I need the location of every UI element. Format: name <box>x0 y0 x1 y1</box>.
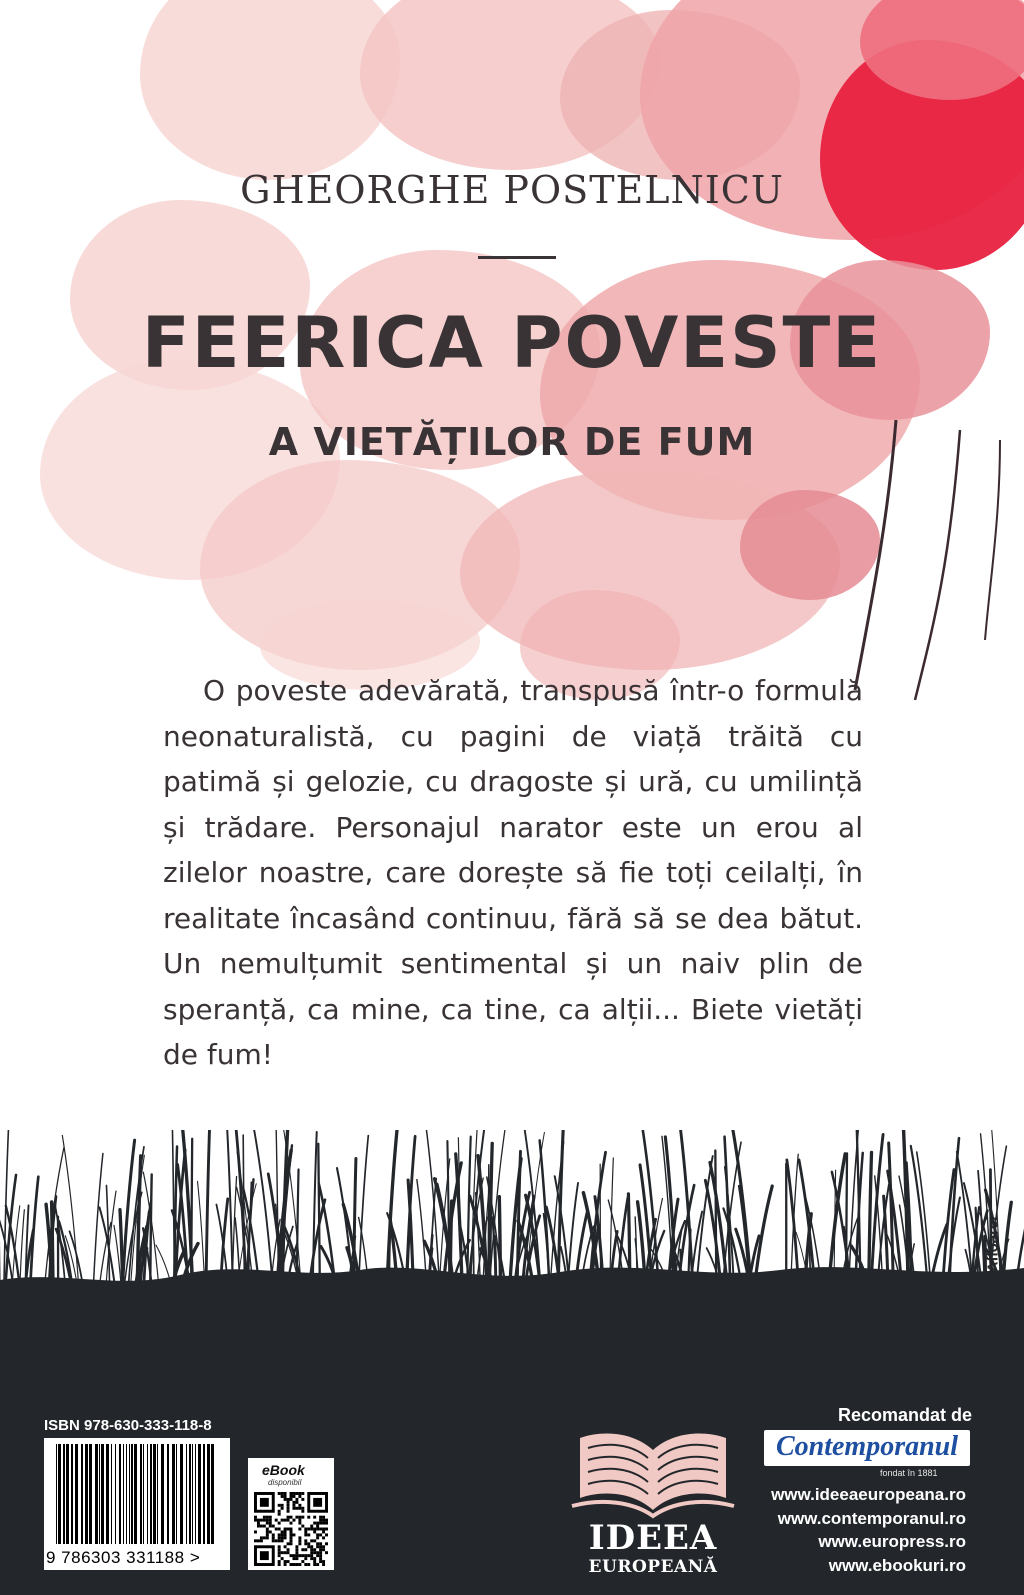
barcode-digits: 9 786303 331188 > <box>46 1548 201 1567</box>
barcode <box>44 1438 230 1570</box>
website-list <box>771 1483 966 1577</box>
contemporanul-founded: fondat în 1881 <box>880 1468 938 1478</box>
barcode-bars <box>52 1444 222 1546</box>
book-subtitle: A VIETĂȚILOR DE FUM <box>268 420 756 464</box>
ebook-label: eBook <box>262 1462 305 1478</box>
author-name: GHEORGHE POSTELNICU <box>240 168 784 212</box>
title-divider <box>478 256 556 259</box>
website-link[interactable]: www.europress.ro <box>818 1532 966 1551</box>
recommended-label: Recomandat de <box>838 1405 973 1425</box>
publisher-name-line2: EUROPEANĂ <box>588 1557 718 1577</box>
publisher-name-line1: IDEEA <box>588 1518 718 1558</box>
website-link[interactable]: www.ebookuri.ro <box>828 1555 966 1575</box>
qr-code-icon <box>254 1492 328 1566</box>
ebook-sub-label: disponibil <box>268 1478 302 1487</box>
contemporanul-name: Contemporanul <box>775 1431 959 1462</box>
book-blurb: O poveste adevărată, transpusă într-o formulă neonaturalistă, cu pagini de viață trăită cu patimă și gelozie, cu dragoste și ură, cu umilință și trădare. Personajul narator este un erou al zilelor noastre, care dorește să fie toți ceilalți, în realitate încasând continuu, fără să se dea bătut. Un nemulțumit sentimental și un naiv plin de speranță, ca mine, ca tine, ca alții... Biete vietăți de fum! <box>163 674 863 1071</box>
open-book-icon <box>568 1420 738 1520</box>
isbn-label: ISBN 978-630-333-118-8 <box>44 1417 212 1434</box>
contemporanul-logo <box>764 1430 970 1466</box>
website-link[interactable]: www.ideeaeuropeana.ro <box>771 1485 966 1504</box>
book-title: FEERICA POVESTE <box>141 302 883 384</box>
website-link[interactable]: www.contemporanul.ro <box>777 1508 966 1528</box>
